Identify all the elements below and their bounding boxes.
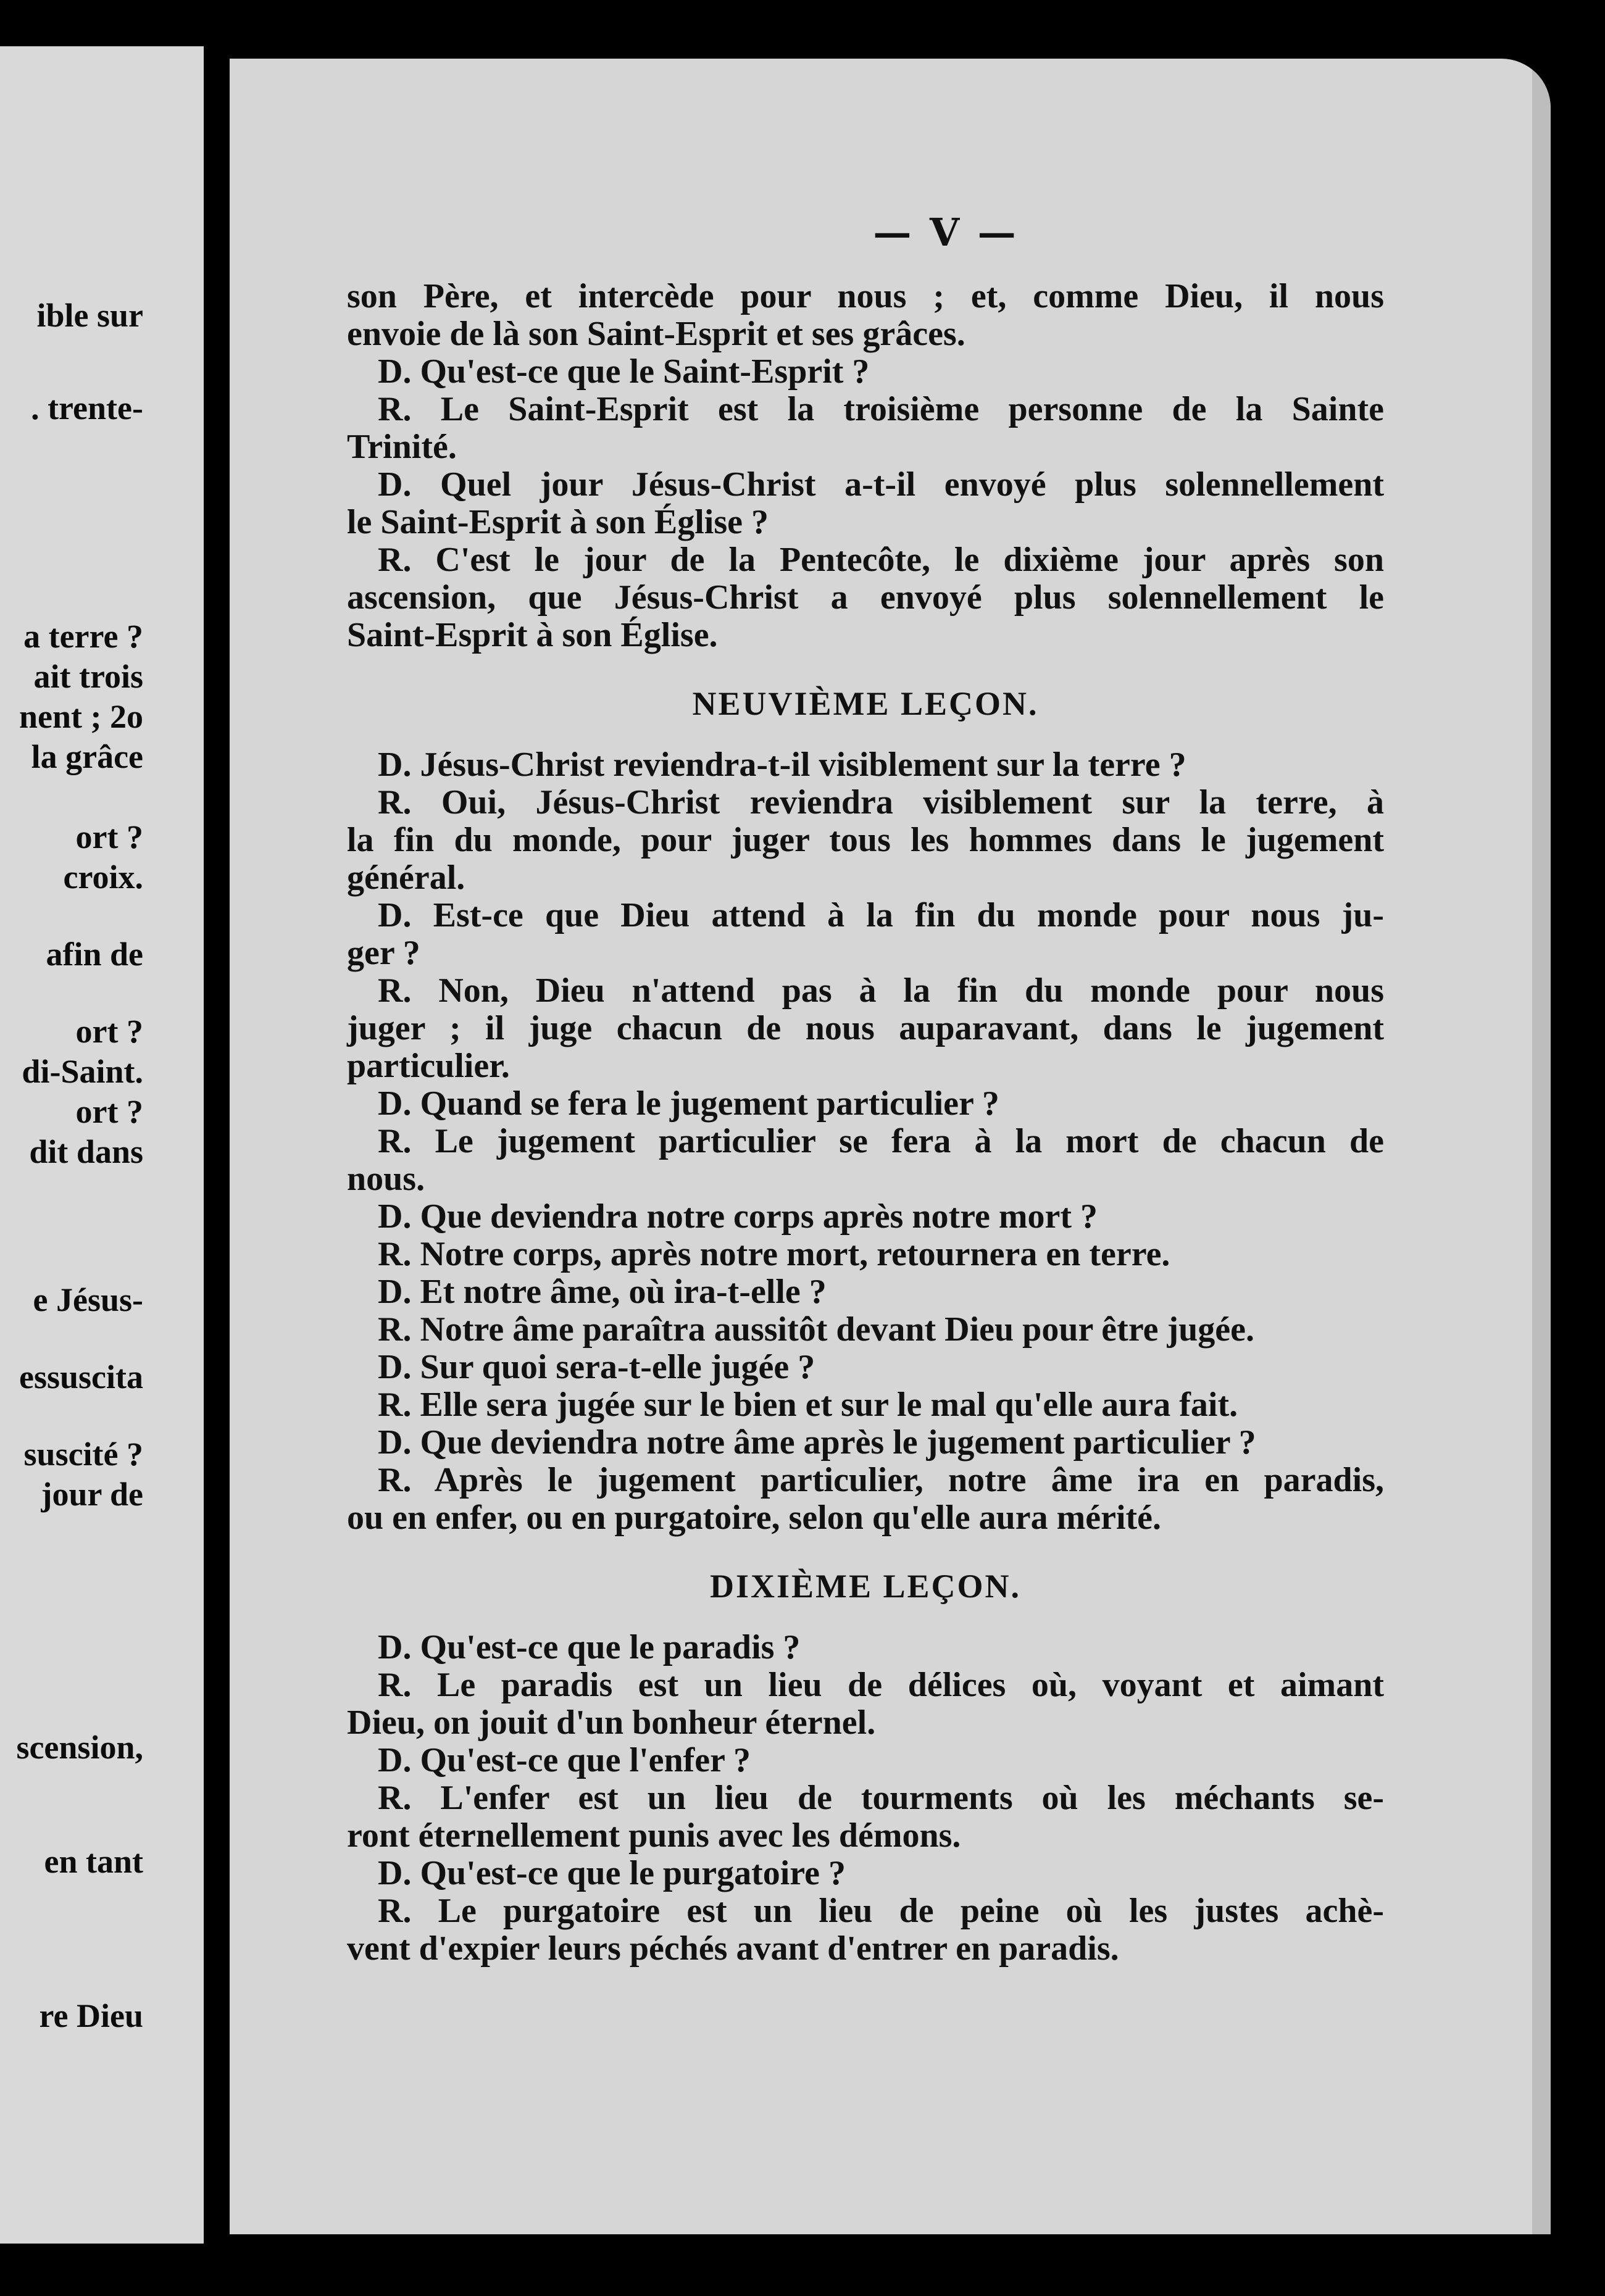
text-line: R. Non, Dieu n'attend pas à la fin du monde pour nous [378, 971, 1384, 1010]
text-line: particulier. [347, 1047, 510, 1085]
left-page-line: . trente- [31, 389, 143, 426]
left-page-line: e Jésus- [33, 1281, 143, 1318]
text-line: D. Qu'est-ce que l'enfer ? [378, 1741, 751, 1779]
text-line: R. Le paradis est un lieu de délices où, voyant et aimant [378, 1666, 1384, 1704]
text-line: ger ? [347, 934, 420, 972]
text-line: D. Sur quoi sera-t-elle jugée ? [378, 1348, 815, 1386]
text-line: Dieu, on jouit d'un bonheur éternel. [347, 1703, 876, 1742]
text-line: son Père, et intercède pour nous ; et, comme Dieu, il nous [347, 277, 1384, 315]
left-page-line: la grâce [31, 738, 143, 775]
main-page [230, 59, 1551, 2234]
left-page-line: suscité ? [23, 1436, 143, 1473]
left-page-line: afin de [46, 936, 143, 973]
text-line: ou en enfer, ou en purgatoire, selon qu'elle aura mérité. [347, 1499, 1162, 1537]
text-line: D. Que deviendra notre corps après notre mort ? [378, 1197, 1098, 1236]
left-page-line: dit dans [29, 1133, 143, 1170]
text-line: D. Quel jour Jésus-Christ a-t-il envoyé plus solennellement [378, 465, 1384, 504]
left-page-line: ort ? [75, 1013, 143, 1050]
text-line: ascension, que Jésus-Christ a envoyé plus solennellement le [347, 578, 1384, 617]
left-page-fragment [0, 46, 204, 2244]
text-line: juger ; il juge chacun de nous auparavant, dans le jugement [347, 1009, 1384, 1047]
text-line: Trinité. [347, 428, 457, 466]
left-page-line: a terre ? [23, 618, 143, 655]
text-line: R. Le Saint-Esprit est la troisième personne de la Sainte [378, 390, 1384, 428]
text-line: R. Le jugement particulier se fera à la mort de chacun de [378, 1122, 1384, 1160]
text-line: R. Notre corps, après notre mort, retournera en terre. [378, 1235, 1170, 1273]
left-page-line: di-Saint. [22, 1053, 143, 1090]
text-line: envoie de là son Saint-Esprit et ses grâces. [347, 315, 965, 353]
book-gutter [204, 0, 230, 2296]
left-page-line: re Dieu [39, 1997, 143, 2034]
left-page-line: nent ; 2o [19, 698, 143, 735]
text-line: R. L'enfer est un lieu de tourments où les méchants se- [378, 1779, 1384, 1817]
text-line: Saint-Esprit à son Église. [347, 616, 718, 654]
text-line: R. Oui, Jésus-Christ reviendra visiblement sur la terre, à [378, 783, 1384, 821]
left-page-line: essuscita [19, 1358, 143, 1395]
text-line: ront éternellement punis avec les démons. [347, 1816, 961, 1855]
text-line: D. Et notre âme, où ira-t-elle ? [378, 1273, 827, 1311]
left-page-line: scension, [16, 1729, 143, 1766]
text-line: le Saint-Esprit à son Église ? [347, 503, 769, 541]
left-page-line: croix. [63, 859, 143, 896]
section-before [347, 278, 1384, 654]
text-line: nous. [347, 1160, 425, 1198]
text-line: D. Quand se fera le jugement particulier ? [378, 1084, 999, 1123]
text-line: D. Qu'est-ce que le purgatoire ? [378, 1854, 846, 1892]
text-line: D. Est-ce que Dieu attend à la fin du monde pour nous ju- [378, 896, 1384, 934]
heading-dixieme-lecon: DIXIÈME LEÇON. [709, 1568, 1022, 1605]
page-text [347, 278, 1384, 1968]
left-page-line: ort ? [75, 818, 143, 855]
text-line: général. [347, 859, 465, 897]
text-line: D. Jésus-Christ reviendra-t-il visiblement sur la terre ? [378, 746, 1186, 784]
page-edge [1532, 59, 1551, 2234]
section-neuvieme-lecon [347, 746, 1384, 1537]
left-page-line: ible sur [36, 297, 143, 334]
heading-neuvieme-lecon: NEUVIÈME LEÇON. [692, 685, 1039, 722]
text-line: R. Elle sera jugée sur le bien et sur le mal qu'elle aura fait. [378, 1386, 1238, 1424]
text-line: D. Qu'est-ce que le paradis ? [378, 1628, 801, 1666]
left-page-line: ort ? [75, 1093, 143, 1130]
text-line: D. Que deviendra notre âme après le jugement particulier ? [378, 1423, 1256, 1462]
text-line: R. Après le jugement particulier, notre âme ira en paradis, [378, 1461, 1384, 1499]
text-line: la fin du monde, pour juger tous les hommes dans le jugement [347, 821, 1384, 859]
text-line: R. Le purgatoire est un lieu de peine où les justes achè- [378, 1892, 1384, 1930]
text-line: vent d'expier leurs péchés avant d'entrer en paradis. [347, 1929, 1119, 1968]
left-page-line: jour de [41, 1476, 143, 1513]
section-dixieme-lecon [347, 1629, 1384, 1968]
left-page-line: ait trois [33, 658, 143, 695]
page-number: — V — [873, 210, 1019, 255]
text-line: R. Notre âme paraîtra aussitôt devant Dieu pour être jugée. [378, 1310, 1255, 1349]
text-line: D. Qu'est-ce que le Saint-Esprit ? [378, 352, 870, 391]
left-page-line: en tant [44, 1843, 143, 1880]
text-line: R. C'est le jour de la Pentecôte, le dixième jour après son [378, 541, 1384, 579]
